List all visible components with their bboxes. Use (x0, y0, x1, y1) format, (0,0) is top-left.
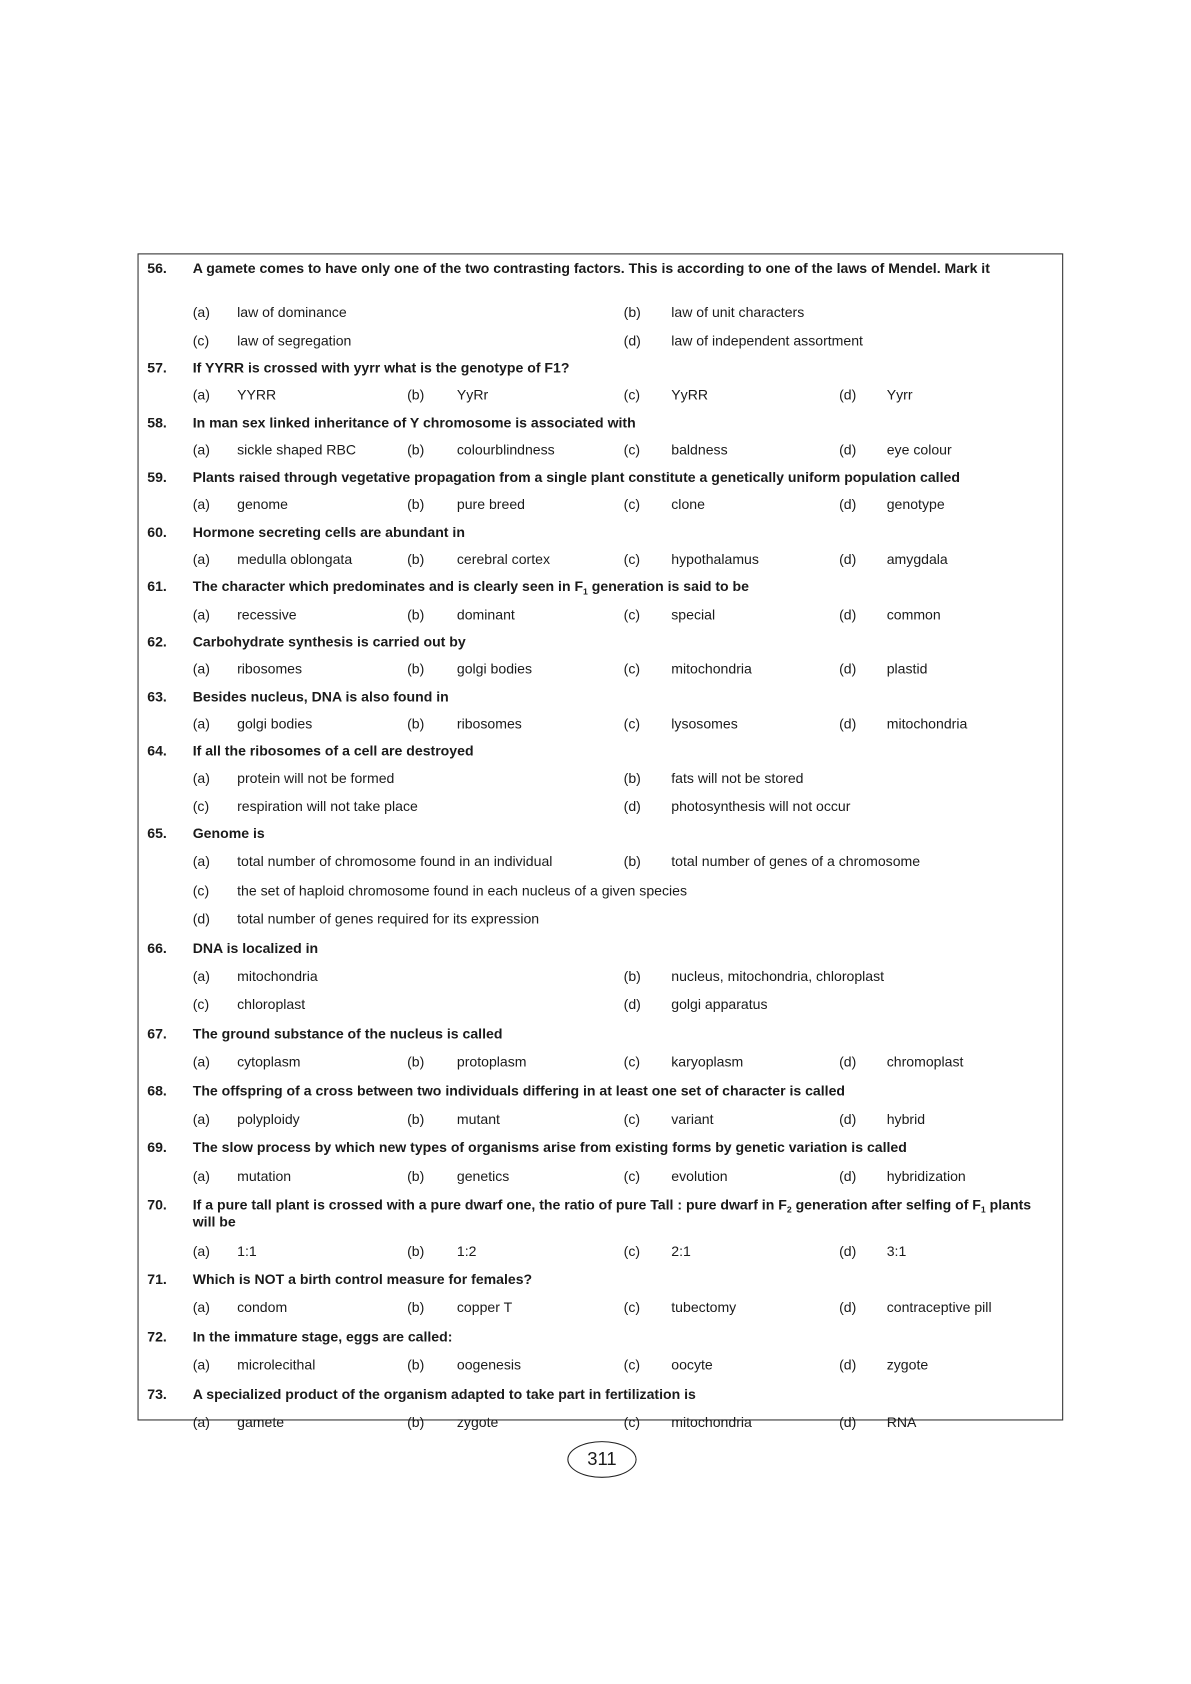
option-label: (d) (623, 797, 641, 814)
question-text-part: The ground substance of the nucleus is called (192, 1025, 503, 1042)
option-text: contraceptive pill (886, 1299, 992, 1316)
option-label: (a) (192, 1168, 210, 1185)
question-text-part: A specialized product of the organism adapted to take part in fertilization is (192, 1385, 696, 1402)
option-label: (d) (623, 996, 641, 1013)
question (139, 1385, 1063, 1402)
option-label: (c) (623, 441, 641, 458)
question-text (193, 578, 1054, 595)
question-text-part: A gamete comes to have only one of the two contrasting factors. This is according to one of the laws of Mendel. Mark it (192, 259, 990, 277)
option-label: (b) (407, 1299, 425, 1316)
option-text: mitochondria (671, 1414, 752, 1431)
question-text-part: Which is NOT a birth control measure for females? (192, 1271, 533, 1288)
question-text (193, 469, 1054, 486)
question (139, 524, 1063, 541)
option-label: (c) (192, 797, 210, 814)
question-number: 67. (147, 1025, 167, 1042)
option-label: (b) (407, 1242, 425, 1259)
question-number: 61. (147, 578, 167, 595)
question-number: 65. (147, 825, 167, 842)
option-label: (a) (192, 304, 210, 321)
option-text: total number of genes required for its expression (237, 910, 540, 927)
option-text: genome (237, 496, 288, 513)
question (139, 743, 1063, 760)
option-label: (d) (839, 1242, 857, 1259)
option-text: fats will not be stored (671, 770, 804, 787)
option-label: (c) (192, 882, 210, 899)
option-label: (c) (623, 1053, 641, 1070)
option-text: total number of chromosome found in an individual (237, 853, 553, 870)
option-label: (b) (407, 496, 425, 513)
option-label: (a) (192, 770, 210, 787)
question-text (193, 825, 1054, 842)
option-text: cerebral cortex (456, 551, 550, 568)
option-text: law of independent assortment (671, 331, 863, 349)
option-text: karyoplasm (671, 1053, 744, 1070)
question-text-part: In the immature stage, eggs are called: (192, 1328, 453, 1345)
option-text: plastid (886, 660, 928, 677)
option-label: (d) (839, 386, 857, 403)
option-text: copper T (456, 1299, 513, 1316)
option-text: lysosomes (671, 715, 738, 732)
option-label: (b) (623, 853, 641, 870)
option-text: mutant (456, 1110, 500, 1128)
option-label: (a) (192, 441, 210, 458)
option-text: mitochondria (886, 715, 968, 732)
option-text: 1:1 (237, 1242, 257, 1259)
option-label: (d) (839, 605, 857, 623)
question-number: 70. (147, 1196, 167, 1213)
question-text (193, 633, 1054, 650)
option-label: (c) (623, 660, 641, 677)
question (139, 414, 1063, 431)
question-text (193, 743, 1054, 760)
option-label: (a) (192, 853, 210, 870)
option-label: (c) (623, 1299, 641, 1316)
question (139, 1025, 1063, 1042)
question-text-part: The character which predominates and is clearly seen in F (192, 578, 584, 595)
option-text: colourblindness (456, 441, 555, 458)
option-text: clone (671, 496, 705, 513)
option-label: (d) (192, 910, 210, 927)
option-label: (b) (407, 1110, 425, 1128)
question-number: 71. (147, 1271, 167, 1288)
question (139, 688, 1063, 705)
option-label: (a) (192, 715, 210, 732)
question-text (193, 1139, 1054, 1156)
option-text: ribosomes (456, 715, 522, 732)
question-text (193, 359, 1054, 376)
question-number: 56. (147, 259, 167, 277)
option-label: (b) (407, 386, 425, 403)
question-text (193, 688, 1054, 705)
option-text: photosynthesis will not occur (671, 797, 851, 814)
question-text (193, 524, 1054, 541)
question-text-part: The slow process by which new types of organisms arise from existing forms by genetic variation is called (192, 1139, 907, 1156)
option-label: (c) (192, 331, 210, 349)
question-text-part: DNA is localized in (192, 939, 319, 956)
option-text: the set of haploid chromosome found in each nucleus of a given species (237, 882, 688, 899)
question-text-part: If YYRR is crossed with yyrr what is the genotype of F1? (192, 359, 570, 376)
question-text-part: The offspring of a cross between two individuals differing in at least one set of character is called (192, 1082, 846, 1099)
option-text: evolution (671, 1168, 728, 1185)
option-text: baldness (671, 441, 728, 458)
option-text: sickle shaped RBC (237, 441, 357, 458)
subscript: 2 (786, 1205, 792, 1215)
option-text: mitochondria (671, 660, 752, 677)
question-number: 64. (147, 742, 167, 760)
option-label: (b) (623, 967, 641, 985)
question-text-part: Hormone secreting cells are abundant in (192, 523, 465, 540)
page-number: 311 (567, 1441, 636, 1478)
option-text: polyploidy (237, 1110, 300, 1128)
question-text-part: plants will be (192, 1196, 1032, 1231)
question (139, 469, 1063, 486)
option-text: law of unit characters (671, 304, 805, 321)
question-number: 57. (147, 359, 167, 376)
question-number: 66. (147, 939, 167, 956)
option-text: hybridization (886, 1168, 966, 1185)
question (139, 1328, 1063, 1345)
question-number: 69. (147, 1139, 167, 1156)
option-label: (a) (192, 1053, 210, 1070)
option-label: (a) (192, 605, 210, 623)
option-text: chloroplast (237, 996, 306, 1013)
subscript: 1 (980, 1205, 986, 1215)
option-label: (a) (192, 1242, 210, 1259)
option-label: (d) (839, 1053, 857, 1070)
question-text (193, 260, 1054, 277)
option-text: eye colour (886, 441, 952, 458)
option-text: oogenesis (456, 1356, 522, 1374)
question (139, 1139, 1063, 1156)
option-label: (d) (839, 715, 857, 732)
option-label: (c) (623, 1110, 641, 1128)
option-label: (a) (192, 660, 210, 677)
option-label: (d) (839, 496, 857, 513)
option-label: (a) (192, 1299, 210, 1316)
option-label: (b) (623, 770, 641, 787)
option-text: cytoplasm (237, 1053, 301, 1070)
option-label: (c) (623, 1168, 641, 1185)
option-text: 3:1 (886, 1242, 907, 1259)
question-text (193, 1082, 1054, 1099)
option-text: golgi bodies (237, 715, 313, 732)
option-text: 2:1 (671, 1242, 691, 1259)
option-label: (a) (192, 1414, 210, 1431)
option-label: (c) (623, 551, 641, 568)
option-text: amygdala (886, 551, 948, 568)
option-label: (d) (623, 331, 641, 349)
question (139, 260, 1063, 277)
option-text: variant (671, 1110, 714, 1128)
question-box (138, 253, 1064, 1431)
question-number: 60. (147, 523, 167, 540)
question-number: 72. (147, 1328, 167, 1345)
question-text-part: In man sex linked inheritance of Y chromosome is associated with (192, 414, 636, 431)
option-text: oocyte (671, 1356, 713, 1374)
option-text: golgi apparatus (671, 996, 768, 1013)
option-label: (d) (839, 1110, 857, 1128)
question-text (193, 1197, 1054, 1232)
option-label: (b) (623, 304, 641, 321)
question-text-part: Carbohydrate synthesis is carried out by (192, 633, 466, 650)
option-label: (d) (839, 551, 857, 568)
option-text: RNA (886, 1414, 917, 1431)
question (139, 633, 1063, 650)
option-text: zygote (456, 1414, 499, 1431)
option-text: gamete (237, 1414, 285, 1431)
option-label: (d) (839, 1414, 857, 1431)
question-text (193, 1385, 1054, 1402)
option-text: mitochondria (237, 967, 318, 985)
option-label: (a) (192, 967, 210, 985)
option-text: microlecithal (237, 1356, 316, 1374)
option-text: law of dominance (237, 304, 347, 321)
question-number: 68. (147, 1082, 167, 1099)
option-label: (b) (407, 1168, 425, 1185)
option-text: hybrid (886, 1110, 926, 1128)
option-label: (b) (407, 1053, 425, 1070)
option-label: (c) (623, 1356, 641, 1374)
question-text-part: generation is said to be (587, 578, 749, 595)
option-text: ribosomes (237, 660, 303, 677)
question (139, 578, 1063, 595)
option-label: (d) (839, 1168, 857, 1185)
option-label: (c) (623, 386, 641, 403)
question-number: 73. (147, 1385, 167, 1402)
option-label: (b) (407, 660, 425, 677)
question-text-part: If a pure tall plant is crossed with a pure dwarf one, the ratio of pure Tall : pure dwarf in F (192, 1196, 787, 1213)
question-text (193, 1328, 1054, 1345)
option-text: chromoplast (886, 1053, 964, 1070)
question-text (193, 1271, 1054, 1288)
question (139, 1082, 1063, 1099)
option-label: (b) (407, 1414, 425, 1431)
option-text: medulla oblongata (237, 551, 353, 568)
option-text: mutation (237, 1168, 292, 1185)
question (139, 1196, 1063, 1231)
option-text: recessive (237, 605, 297, 623)
option-label: (d) (839, 1356, 857, 1374)
option-label: (d) (839, 441, 857, 458)
option-text: YyRr (456, 386, 489, 403)
option-text: total number of genes of a chromosome (671, 853, 921, 870)
question-number: 58. (147, 414, 167, 431)
question-text (193, 1025, 1054, 1042)
question (139, 939, 1063, 956)
question-text (193, 414, 1054, 431)
option-text: tubectomy (671, 1299, 737, 1316)
option-text: common (886, 605, 941, 623)
option-label: (a) (192, 551, 210, 568)
question-text-part: Genome is (192, 825, 265, 842)
option-label: (a) (192, 386, 210, 403)
option-text: genotype (886, 496, 945, 513)
option-label: (b) (407, 1356, 425, 1374)
option-text: law of segregation (237, 331, 352, 349)
option-label: (c) (623, 1414, 641, 1431)
option-label: (c) (623, 1242, 641, 1259)
option-text: hypothalamus (671, 551, 759, 568)
question-number: 63. (147, 688, 167, 705)
question-text (193, 939, 1054, 956)
option-text: nucleus, mitochondria, chloroplast (671, 967, 885, 985)
question-text-part: Plants raised through vegetative propagation from a single plant constitute a genetically uniform population called (192, 468, 960, 486)
option-label: (b) (407, 605, 425, 623)
option-label: (b) (407, 551, 425, 568)
option-text: golgi bodies (456, 660, 533, 677)
option-label: (c) (623, 715, 641, 732)
option-text: dominant (456, 605, 515, 623)
option-text: special (671, 605, 716, 623)
option-text: condom (237, 1299, 288, 1316)
option-label: (a) (192, 1356, 210, 1374)
question-text-part: generation after selfing of F (791, 1196, 981, 1213)
option-text: genetics (456, 1168, 510, 1185)
option-text: YYRR (237, 386, 277, 403)
option-label: (a) (192, 1110, 210, 1128)
option-text: pure breed (456, 496, 525, 513)
option-text: YyRR (671, 386, 709, 403)
option-text: 1:2 (456, 1242, 477, 1259)
question-text-part: If all the ribosomes of a cell are destroyed (192, 742, 474, 760)
question-text-part: Besides nucleus, DNA is also found in (192, 688, 449, 705)
option-label: (b) (407, 715, 425, 732)
option-text: protoplasm (456, 1053, 527, 1070)
option-label: (d) (839, 1299, 857, 1316)
option-label: (d) (839, 660, 857, 677)
question-number: 62. (147, 633, 167, 650)
option-text: Yyrr (886, 386, 913, 403)
subscript: 1 (583, 587, 588, 597)
option-label: (c) (623, 605, 641, 623)
option-label: (c) (192, 996, 210, 1013)
question-number: 59. (147, 468, 167, 486)
question (139, 825, 1063, 842)
option-text: respiration will not take place (237, 797, 418, 814)
option-label: (c) (623, 496, 641, 513)
option-text: zygote (886, 1356, 929, 1374)
option-label: (b) (407, 441, 425, 458)
option-label: (a) (192, 496, 210, 513)
question (139, 1271, 1063, 1288)
option-text: protein will not be formed (237, 770, 395, 787)
question (139, 359, 1063, 376)
